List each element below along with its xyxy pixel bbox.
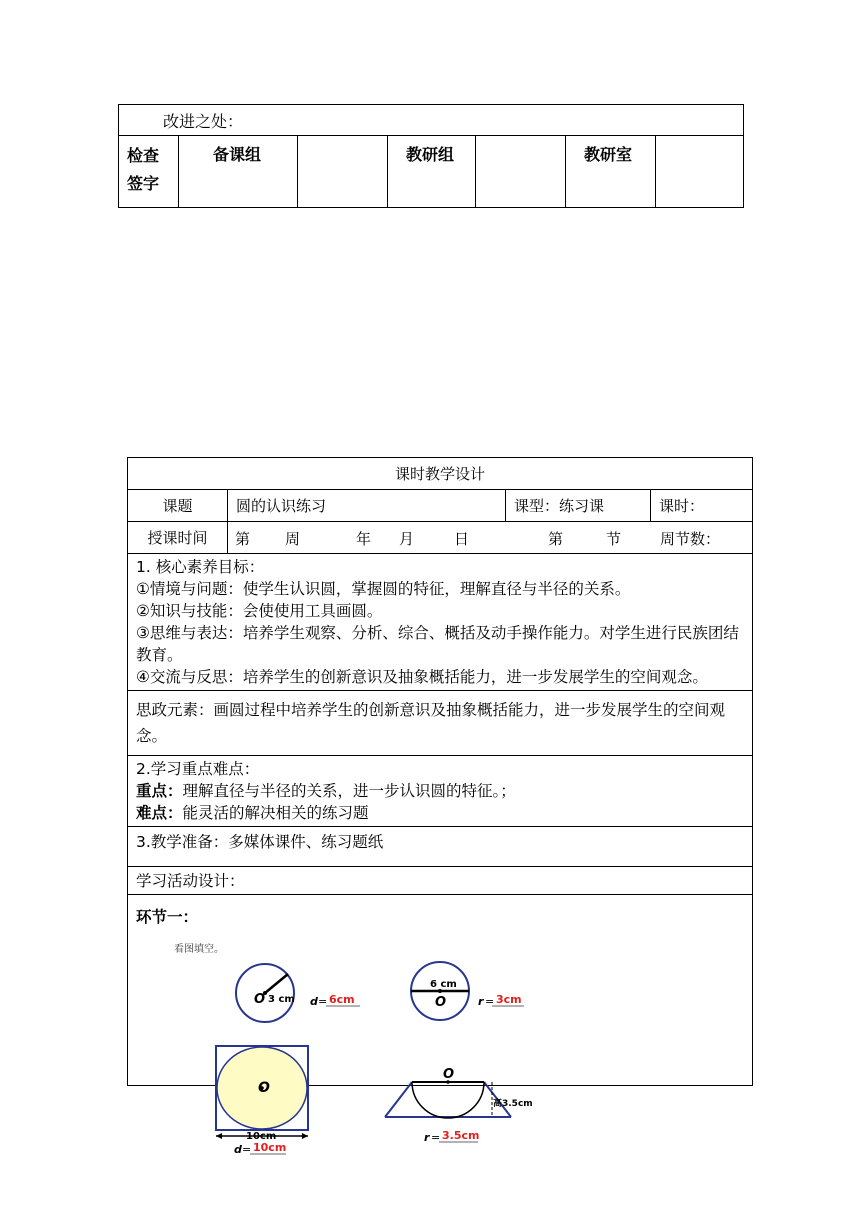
core-goals-cell xyxy=(128,554,753,691)
key-points-cell xyxy=(128,756,753,827)
core-heading: 1. 核心素养目标： xyxy=(136,558,265,576)
prep-group-label: 备课组 xyxy=(213,145,262,164)
topic-label: 课题 xyxy=(162,497,193,515)
improvements-cell xyxy=(119,105,744,136)
topic-value: 圆的认识练习 xyxy=(236,497,327,515)
figure-3-square-circle xyxy=(216,1046,308,1156)
review-table xyxy=(118,104,744,208)
time-label: 授课时间 xyxy=(147,529,208,547)
check-sign-cell xyxy=(119,136,179,208)
time-section-prefix: 第 xyxy=(548,529,564,548)
fig1-answer: 6cm xyxy=(329,993,355,1006)
prep-group-sign[interactable] xyxy=(298,136,388,208)
exercise-instruction: 看图填空。 xyxy=(174,944,224,955)
ideology-cell xyxy=(128,691,753,756)
prep-text: 3.教学准备：多媒体课件、练习题纸 xyxy=(136,833,384,851)
fig3-center: O xyxy=(258,1080,270,1096)
fig4-var: r xyxy=(424,1131,430,1144)
time-week: 周 xyxy=(285,529,301,548)
figure-4-trapezoid-semicircle xyxy=(385,1067,533,1144)
svg-text:=: = xyxy=(485,995,495,1008)
topic-value-cell xyxy=(228,490,506,522)
time-label-cell xyxy=(128,522,228,554)
exercise-figure xyxy=(172,940,572,1160)
fig2-answer: 3cm xyxy=(496,993,522,1006)
research-office-sign[interactable] xyxy=(656,136,744,208)
time-section: 节 xyxy=(606,529,622,548)
difficulty-text: 能灵活的解决相关的练习题 xyxy=(182,804,369,822)
fig1-var: d xyxy=(310,995,318,1008)
fig4-answer: 3.5cm xyxy=(442,1129,480,1142)
prep-group-cell xyxy=(179,136,298,208)
research-group-cell xyxy=(388,136,476,208)
svg-text:=: = xyxy=(431,1131,441,1144)
check-sign-line2: 签字 xyxy=(127,174,160,193)
figure-1-circle-radius xyxy=(236,964,360,1022)
svg-text:=: = xyxy=(318,995,328,1008)
type-label: 课型：练习课 xyxy=(514,497,605,515)
time-year: 年 xyxy=(356,529,372,548)
research-office-label: 教研室 xyxy=(584,145,633,164)
activity-cell xyxy=(128,867,753,895)
fig4-center: O xyxy=(443,1067,455,1082)
research-group-sign[interactable] xyxy=(476,136,566,208)
period-cell xyxy=(651,490,753,522)
time-week-count: 周节数： xyxy=(660,529,721,548)
section1-title: 环节一： xyxy=(136,908,199,926)
research-group-label: 教研组 xyxy=(406,145,455,164)
improvements-label: 改进之处： xyxy=(163,111,244,131)
core-item-3: ③思维与表达：培养学生观察、分析、综合、概括及动手操作能力。对学生进行民族团结教育。 xyxy=(136,624,739,664)
core-item-4: ④交流与反思：培养学生的创新意识及抽象概括能力，进一步发展学生的空间观念。 xyxy=(136,668,708,686)
core-item-1: ①情境与问题：使学生认识圆，掌握圆的特征，理解直径与半径的关系。 xyxy=(136,580,631,598)
time-fields-cell xyxy=(228,522,753,554)
fig3-var: d xyxy=(234,1143,242,1156)
key-heading: 2.学习重点难点： xyxy=(136,760,260,778)
fig2-center: O xyxy=(435,995,447,1010)
key-point-label: 重点： xyxy=(136,782,183,800)
lesson-title-cell xyxy=(128,458,753,490)
fig1-radius-label: 3 cm xyxy=(268,994,295,1005)
time-month: 月 xyxy=(399,529,415,548)
fig4-height-label: 高3.5cm xyxy=(493,1099,533,1109)
ideology-text: 思政元素：画圆过程中培养学生的创新意识及抽象概括能力，进一步发展学生的空间观念。 xyxy=(136,701,726,745)
prep-cell xyxy=(128,827,753,867)
key-point-text: 理解直径与半径的关系，进一步认识圆的特征。； xyxy=(182,782,516,800)
fig1-center: O xyxy=(254,992,266,1007)
check-sign-line1: 检查 xyxy=(127,146,160,165)
research-office-cell xyxy=(566,136,656,208)
lesson-title: 课时教学设计 xyxy=(395,465,486,483)
fig3-width-label: 10cm xyxy=(246,1131,277,1142)
fig3-answer: 10cm xyxy=(253,1141,287,1154)
fig2-diameter-label: 6 cm xyxy=(430,979,457,990)
core-item-2: ②知识与技能：会使使用工具画圆。 xyxy=(136,602,383,620)
period-label: 课时： xyxy=(659,497,705,515)
topic-label-cell xyxy=(128,490,228,522)
type-cell xyxy=(506,490,651,522)
svg-text:=: = xyxy=(242,1143,252,1156)
fig2-var: r xyxy=(478,995,484,1008)
figure-2-circle-diameter xyxy=(411,962,524,1020)
time-week-prefix: 第 xyxy=(235,529,251,548)
activity-text: 学习活动设计： xyxy=(136,871,245,890)
time-day: 日 xyxy=(454,529,470,548)
difficulty-label: 难点： xyxy=(136,804,183,822)
